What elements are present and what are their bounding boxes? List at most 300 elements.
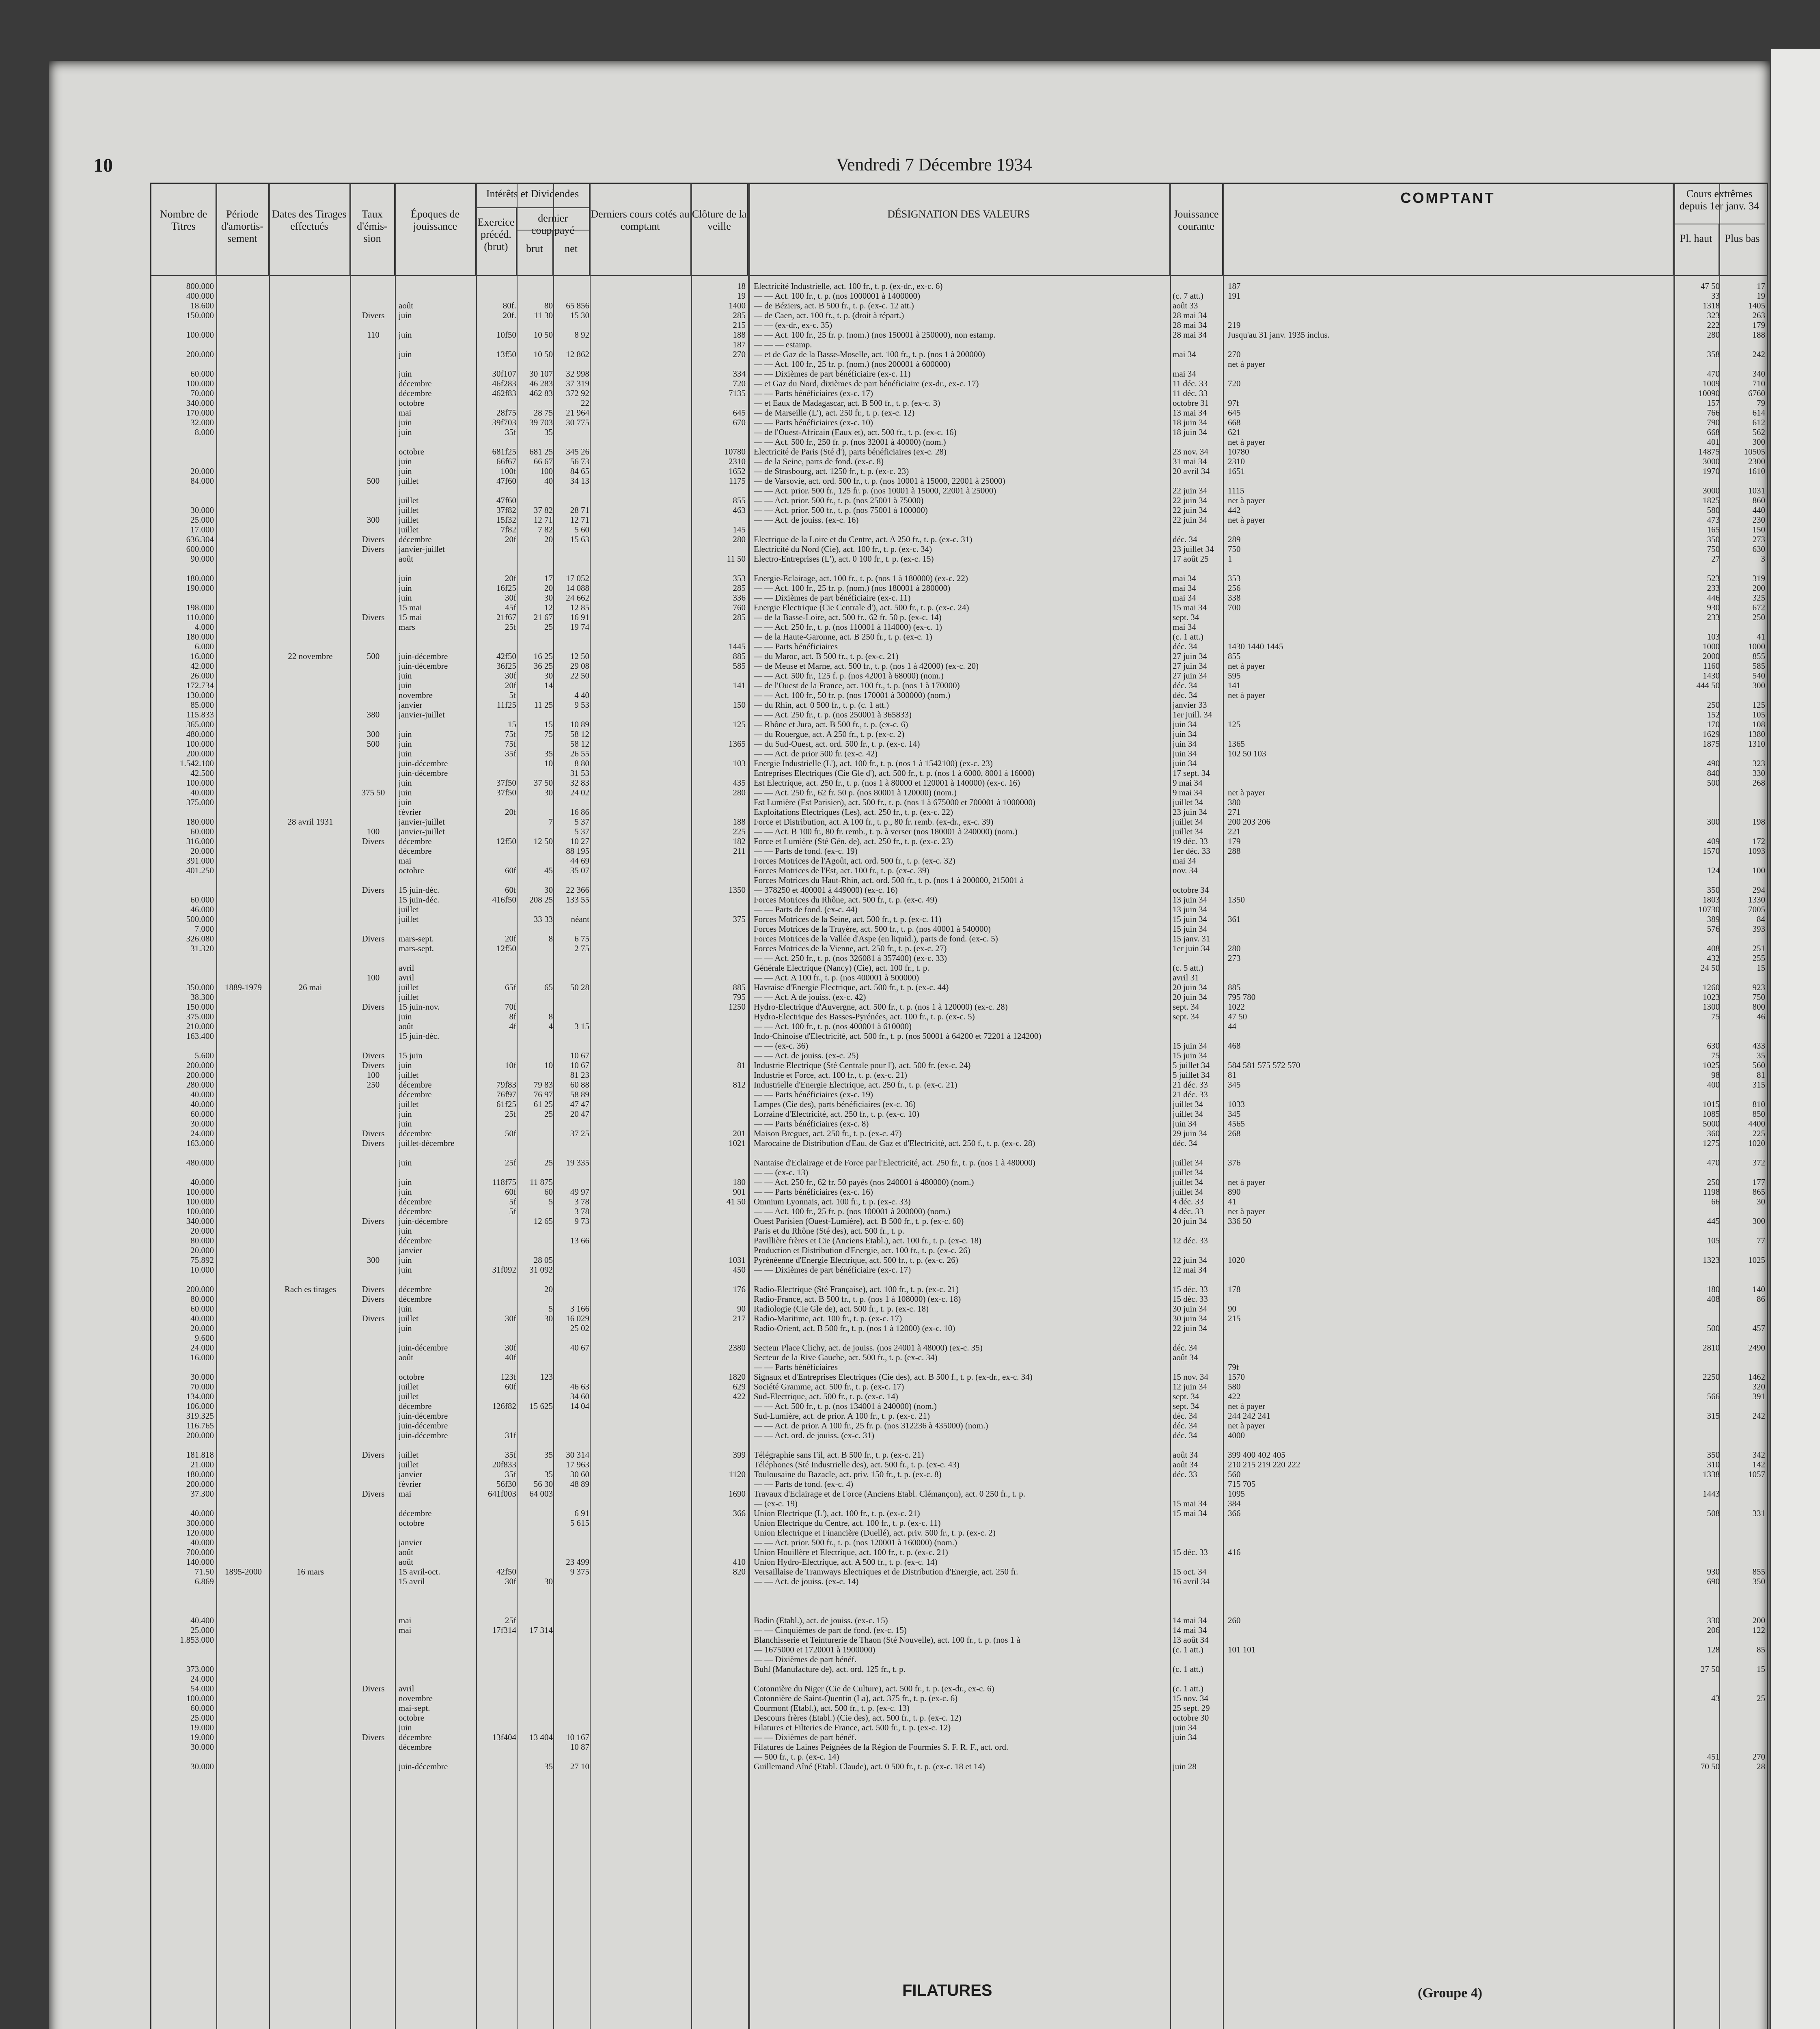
cell-br: 8: [548, 1012, 553, 1021]
cell-jo: (c. 1 att.): [1173, 1684, 1203, 1693]
cell-ep: juillet: [399, 505, 418, 515]
cell-jo: 21 déc. 33: [1173, 1090, 1208, 1099]
cell-b: 750: [1752, 992, 1765, 1002]
table-row: [153, 1158, 1764, 1167]
cell-jo: 17 sept. 34: [1173, 768, 1210, 778]
cell-ex: 30f107: [492, 369, 516, 379]
table-row: [153, 1167, 1764, 1177]
cell-ep: octobre: [399, 1713, 424, 1723]
cell-jo: juin 28: [1173, 1762, 1197, 1771]
cell-br: 30: [544, 1314, 553, 1323]
cell-ep: novembre: [399, 1693, 433, 1703]
table-row: [153, 1606, 1764, 1615]
cell-h: 1160: [1703, 661, 1720, 671]
cell-cl: 336: [733, 593, 746, 603]
cell-jo: 28 mai 34: [1173, 310, 1207, 320]
cell-ne: 60 88: [570, 1080, 589, 1090]
cell-n: 60.000: [190, 1304, 214, 1314]
cell-des: Force et Lumière (Sté Gén. de), act. 250 fr., t. p. (ex-c. 23): [754, 836, 953, 846]
cell-n: 4.000: [194, 622, 214, 632]
cell-jo: 20 juin 34: [1173, 982, 1208, 992]
cell-br: 66 67: [533, 457, 553, 466]
cell-b: 46: [1757, 1012, 1765, 1021]
cell-ne: 22 366: [566, 885, 589, 895]
cell-h: 103: [1707, 632, 1720, 642]
cell-jo: 13 mai 34: [1173, 408, 1207, 418]
cell-h: 750: [1707, 544, 1720, 554]
cell-h: 444 50: [1696, 681, 1720, 690]
cell-des: — 500 fr., t. p. (ex-c. 14): [754, 1752, 839, 1762]
cell-ne: 10 87: [570, 1742, 589, 1752]
cell-ne: 40 67: [570, 1343, 589, 1353]
cell-cl: 280: [733, 788, 746, 797]
table-row: [153, 797, 1764, 807]
table-row: [153, 1177, 1764, 1187]
cell-ex: 7f82: [500, 525, 516, 534]
table-row: [153, 1460, 1764, 1469]
cell-h: 350: [1707, 534, 1720, 544]
cell-n: 181.818: [186, 1450, 214, 1460]
cell-n: 40.400: [190, 1615, 214, 1625]
cell-des: Cotonnière du Niger (Cie de Culture), act. 500 fr., t. p. (ex-dr., ex-c. 6): [754, 1684, 994, 1693]
cell-ex: 100f: [500, 466, 516, 476]
cell-ex: 65f: [505, 982, 516, 992]
cell-h: 790: [1707, 418, 1720, 427]
cell-h: 27: [1711, 554, 1720, 564]
cell-n: 60.000: [190, 827, 214, 836]
cell-tx: Divers: [362, 1216, 385, 1226]
cell-br: 123: [540, 1372, 553, 1382]
table-row: [153, 768, 1764, 778]
cell-cl: 1365: [729, 739, 746, 749]
cell-n: 20.000: [190, 1226, 214, 1236]
cell-ep: août: [399, 1547, 414, 1557]
cell-h: 315: [1707, 1411, 1720, 1421]
cell-des: Lampes (Cie des), parts bénéficiaires (ex-c. 36): [754, 1099, 916, 1109]
cell-n: 75.892: [190, 1255, 214, 1265]
cell-b: 1020: [1748, 1138, 1765, 1148]
cell-n: 17.000: [190, 525, 214, 534]
cell-n: 800.000: [186, 281, 214, 291]
cell-ep: mai: [399, 1615, 412, 1625]
cell-co: 4565: [1228, 1119, 1245, 1129]
cell-n: 140.000: [186, 1557, 214, 1567]
cell-ep: juillet: [399, 1099, 418, 1109]
table-row: [153, 330, 1764, 340]
cell-cl: 435: [733, 778, 746, 788]
cell-ex: 30f: [505, 671, 516, 681]
table-row: [153, 427, 1764, 437]
table-row: [153, 1654, 1764, 1664]
cell-ne: 14 088: [566, 583, 589, 593]
cell-des: Générale Electrique (Nancy) (Cie), act. 100 fr., t. p.: [754, 963, 929, 973]
cell-ep: juin-décembre: [399, 1430, 448, 1440]
cell-des: Filatures et Filteries de France, act. 500 fr., t. p. (ex-c. 12): [754, 1723, 951, 1732]
cell-ep: décembre: [399, 846, 432, 856]
cell-h: 432: [1707, 953, 1720, 963]
cell-br: 28 05: [533, 1255, 553, 1265]
cell-jo: 15 oct. 34: [1173, 1567, 1207, 1577]
cell-ep: juin-décembre: [399, 1762, 448, 1771]
cell-co: net à payer: [1228, 690, 1266, 700]
table-row: [153, 846, 1764, 856]
cell-n: 18.600: [190, 301, 214, 310]
cell-ex: 13f404: [492, 1732, 516, 1742]
cell-des: Radio-Electrique (Sté Française), act. 100 fr., t. p. (ex-c. 21): [754, 1284, 959, 1294]
table-row: [153, 1742, 1764, 1752]
cell-b: 1025: [1748, 1255, 1765, 1265]
cell-ex: 50f: [505, 1129, 516, 1138]
cell-n: 32.000: [190, 418, 214, 427]
cell-jo: (c. 1 att.): [1173, 1645, 1203, 1654]
cell-ne: 34 13: [570, 476, 589, 486]
cell-ex: 30f: [505, 1343, 516, 1353]
cell-jo: déc. 34: [1173, 642, 1197, 651]
cell-br: 12 50: [533, 836, 553, 846]
cell-des: — — Act. 100 fr., t. p. (nos 400001 à 610000): [754, 1021, 912, 1031]
cell-cl: 2310: [729, 457, 746, 466]
cell-ep: juin: [399, 1109, 412, 1119]
cell-des: — — Act. 250 fr., t. p. (nos 110001 à 114000) (ex-c. 1): [754, 622, 942, 632]
cell-ne: 10 89: [570, 719, 589, 729]
cell-des: — — Act. 100 fr., 25 fr. p. (nom.) (nos 180001 à 280000): [754, 583, 951, 593]
cell-ep: juin: [399, 593, 412, 603]
cell-ex: 20f: [505, 807, 516, 817]
cell-ep: décembre: [399, 1197, 432, 1206]
table-row: [153, 486, 1764, 495]
cell-ne: 9 375: [570, 1567, 589, 1577]
table-row: [153, 749, 1764, 758]
cell-ep: juin: [399, 1304, 412, 1314]
cell-jo: sept. 34: [1173, 612, 1199, 622]
cell-jo: 12 déc. 33: [1173, 1236, 1208, 1245]
cell-co: net à payer: [1228, 1177, 1266, 1187]
cell-tx: Divers: [362, 1051, 385, 1060]
cell-n: 200.000: [186, 1060, 214, 1070]
cell-n: 30.000: [190, 505, 214, 515]
cell-des: — de la Haute-Garonne, act. B 250 fr., t. p. (ex-c. 1): [754, 632, 932, 642]
cell-n: 700.000: [186, 1547, 214, 1557]
cell-ne: 24 662: [566, 593, 589, 603]
cell-b: 35: [1757, 1051, 1765, 1060]
cell-ex: 20f: [505, 934, 516, 943]
cell-n: 90.000: [190, 554, 214, 564]
cell-ep: avril: [399, 1684, 414, 1693]
cell-ep: juin-décembre: [399, 1411, 448, 1421]
cell-jo: 15 nov. 34: [1173, 1372, 1208, 1382]
cell-ep: 15 juin-déc.: [399, 885, 440, 895]
cell-des: Sud-Electrique, act. 500 fr., t. p. (ex-c. 14): [754, 1391, 898, 1401]
cell-jo: déc. 34: [1173, 681, 1197, 690]
cell-n: 340.000: [186, 1216, 214, 1226]
cell-ex: 39f703: [492, 418, 516, 427]
cell-n: 120.000: [186, 1528, 214, 1538]
cell-des: — — Parts bénéficiaires (ex-c. 8): [754, 1119, 869, 1129]
cell-ne: 12 50: [570, 651, 589, 661]
cell-ex: 60f: [505, 1382, 516, 1391]
col-nombre-titres: Nombre de Titres: [151, 184, 216, 275]
cell-des: Paris et du Rhône (Sté des), act. 500 fr., t. p.: [754, 1226, 904, 1236]
cell-co: 384: [1228, 1499, 1241, 1508]
cell-des: — et Eaux de Madagascar, act. B 500 fr., t. p. (ex-c. 3): [754, 398, 940, 408]
table-row: [153, 301, 1764, 310]
table-row: [153, 1508, 1764, 1518]
cell-ep: mai: [399, 1625, 412, 1635]
cell-n: 163.000: [186, 1138, 214, 1148]
cell-ep: août: [399, 1021, 414, 1031]
cell-ne: 19 335: [566, 1158, 589, 1167]
cell-br: 33 33: [533, 914, 553, 924]
cell-h: 1875: [1703, 739, 1720, 749]
cell-h: 1015: [1703, 1099, 1720, 1109]
cell-h: 500: [1707, 1323, 1720, 1333]
cell-ex: 36f25: [496, 661, 516, 671]
cell-co: 442: [1228, 505, 1241, 515]
cell-b: 614: [1752, 408, 1765, 418]
cell-jo: 21 déc. 33: [1173, 1080, 1208, 1090]
cell-co: 289: [1228, 534, 1241, 544]
cell-dt: 16 mars: [296, 1567, 324, 1577]
cell-jo: octobre 30: [1173, 1713, 1209, 1723]
cell-ep: décembre: [399, 1129, 432, 1138]
cell-jo: 4 déc. 33: [1173, 1197, 1204, 1206]
cell-ep: juin: [399, 681, 412, 690]
cell-n: 6.869: [194, 1577, 214, 1586]
cell-tx: 100: [367, 973, 380, 982]
cell-ne: 3 166: [570, 1304, 589, 1314]
cell-n: 80.000: [190, 1294, 214, 1304]
table-row: [153, 1080, 1764, 1090]
cell-des: Electricité de Paris (Sté d'), parts bénéficiaires (ex-c. 28): [754, 447, 947, 457]
cell-br: 15: [544, 719, 553, 729]
cell-b: 323: [1752, 758, 1765, 768]
cell-jo: octobre 34: [1173, 885, 1209, 895]
cell-des: — de l'Ouest de la France, act. 100 fr., t. p. (nos 1 à 170000): [754, 681, 960, 690]
cell-co: 191: [1228, 291, 1241, 301]
cell-n: 106.000: [186, 1401, 214, 1411]
cell-jo: 17 août 25: [1173, 554, 1209, 564]
cell-b: 242: [1752, 1411, 1765, 1421]
cell-n: 54.000: [190, 1684, 214, 1693]
cell-h: 470: [1707, 1158, 1720, 1167]
cell-n: 25.000: [190, 1625, 214, 1635]
cell-b: 30: [1757, 1197, 1765, 1206]
cell-co: 399 400 402 405: [1228, 1450, 1285, 1460]
cell-ex: 25f: [505, 1109, 516, 1119]
cell-h: 14875: [1698, 447, 1720, 457]
cell-br: 10: [544, 758, 553, 768]
cell-jo: juillet 34: [1173, 1099, 1203, 1109]
cell-jo: 18 juin 34: [1173, 418, 1208, 427]
cell-n: 37.300: [190, 1489, 214, 1499]
table-row: [153, 291, 1764, 301]
cell-h: 70 50: [1700, 1762, 1720, 1771]
cell-h: 1629: [1703, 729, 1720, 739]
cell-ep: juin: [399, 1158, 412, 1167]
cell-jo: juin 34: [1173, 758, 1197, 768]
cell-ne: 12 71: [570, 515, 589, 525]
cell-br: 60: [544, 1187, 553, 1197]
cell-n: 200.000: [186, 349, 214, 359]
quotation-table: [150, 183, 1768, 2029]
cell-ex: 42f50: [496, 1567, 516, 1577]
table-row: [153, 651, 1764, 661]
cell-ne: 20 47: [570, 1109, 589, 1119]
cell-br: 20: [544, 534, 553, 544]
cell-tx: Divers: [362, 1002, 385, 1012]
cell-h: 3000: [1703, 486, 1720, 495]
cell-ne: 3 78: [574, 1206, 589, 1216]
cell-h: 409: [1707, 836, 1720, 846]
cell-n: 30.000: [190, 1762, 214, 1771]
cell-b: 179: [1752, 320, 1765, 330]
cell-des: Hydro-Electrique d'Auvergne, act. 500 fr., t. p. (nos 1 à 120000) (ex-c. 28): [754, 1002, 1008, 1012]
cell-h: 473: [1707, 515, 1720, 525]
cell-ne: 35 07: [570, 866, 589, 875]
table-row: [153, 1255, 1764, 1265]
cell-b: 850: [1752, 1109, 1765, 1119]
cell-des: — de Caen, act. 100 fr., t. p. (droit à répart.): [754, 310, 904, 320]
cell-tx: Divers: [362, 1294, 385, 1304]
cell-ne: 24 02: [570, 788, 589, 797]
cell-cl: 90: [737, 1304, 746, 1314]
cell-b: 242: [1752, 349, 1765, 359]
table-row: [153, 525, 1764, 534]
table-row: [153, 690, 1764, 700]
cell-tx: Divers: [362, 1684, 385, 1693]
cell-co: 41: [1228, 1197, 1236, 1206]
cell-des: — — Act. de jouiss. (ex-c. 16): [754, 515, 859, 525]
cell-br: 15 625: [529, 1401, 553, 1411]
cell-n: 60.000: [190, 895, 214, 905]
col-jouissance: Jouissance courante: [1170, 184, 1223, 275]
cell-ep: juin-décembre: [399, 758, 448, 768]
table-row: [153, 1109, 1764, 1119]
cell-h: 445: [1707, 1216, 1720, 1226]
cell-cl: 11 50: [727, 554, 746, 564]
cell-cl: 270: [733, 349, 746, 359]
cell-des: Radiologie (Cie Gle de), act. 500 fr., t. p. (ex-c. 18): [754, 1304, 929, 1314]
cell-br: 7: [548, 817, 553, 827]
table-row: [153, 1314, 1764, 1323]
cell-ep: mai-sept.: [399, 1703, 430, 1713]
cell-co: 366: [1228, 1508, 1241, 1518]
cell-cl: 422: [733, 1391, 746, 1401]
cell-ep: juin: [399, 1723, 412, 1732]
cell-cl: 1445: [729, 642, 746, 651]
cell-n: 172.734: [186, 681, 214, 690]
cell-b: 810: [1752, 1099, 1765, 1109]
cell-ex: 12f50: [496, 836, 516, 846]
cell-jo: juillet 34: [1173, 1177, 1203, 1187]
cell-des: — — Dixièmes de part bénéf.: [754, 1732, 857, 1742]
cell-des: — — Act. B 100 fr., 80 fr. remb., t. p. à verser (nos 180001 à 240000) (nom.): [754, 827, 1018, 836]
cell-h: 75: [1711, 1051, 1720, 1060]
cell-ep: juin: [399, 749, 412, 758]
cell-h: 1430: [1703, 671, 1720, 681]
cell-h: 5000: [1703, 1119, 1720, 1129]
cell-ep: janvier-juillet: [399, 827, 445, 836]
col-periode: Période d'amortis-sement: [216, 184, 269, 275]
table-row: [153, 1703, 1764, 1713]
cell-des: Sud-Lumière, act. de prior. A 100 fr., t. p. (ex-c. 21): [754, 1411, 930, 1421]
table-row: [153, 379, 1764, 388]
cell-h: 930: [1707, 603, 1720, 612]
cell-des: — — Act. 500 fr., 125 f. p. (nos 42001 à 68000) (nom.): [754, 671, 944, 681]
cell-br: 12: [544, 603, 553, 612]
cell-n: 100.000: [186, 1187, 214, 1197]
table-row: [153, 1752, 1764, 1762]
cell-ex: 60f: [505, 1187, 516, 1197]
cell-br: 7 82: [538, 525, 553, 534]
cell-jo: 13 juin 34: [1173, 895, 1208, 905]
cell-b: 177: [1752, 1177, 1765, 1187]
cell-h: 157: [1707, 398, 1720, 408]
cell-ep: juillet: [399, 1391, 418, 1401]
cell-ne: 29 08: [570, 661, 589, 671]
cell-h: 2250: [1703, 1372, 1720, 1382]
cell-b: 25: [1757, 1693, 1765, 1703]
cell-ex: 5f: [509, 690, 516, 700]
cell-ep: juin-décembre: [399, 1216, 448, 1226]
cell-cl: 215: [733, 320, 746, 330]
cell-jo: déc. 34: [1173, 1421, 1197, 1430]
table-row: [153, 1060, 1764, 1070]
cell-des: Forces Motrices de l'Agoût, act. ord. 500 fr., t. p. (ex-c. 32): [754, 856, 955, 866]
cell-cl: 1021: [729, 1138, 746, 1148]
cell-ep: décembre: [399, 1732, 432, 1742]
cell-br: 40: [544, 476, 553, 486]
cell-h: 408: [1707, 943, 1720, 953]
cell-cl: 19: [737, 291, 746, 301]
cell-ne: 30 775: [566, 418, 589, 427]
cell-ep: décembre: [399, 534, 432, 544]
col-cours-extremes: Cours extrêmes depuis 1er janv. 34: [1673, 184, 1765, 224]
cell-n: 180.000: [186, 632, 214, 642]
cell-des: — — Act. prior. 500 fr., t. p. (nos 75001 à 100000): [754, 505, 928, 515]
cell-ex: 31f092: [492, 1265, 516, 1275]
table-row: [153, 729, 1764, 739]
cell-co: 2310: [1228, 457, 1245, 466]
cell-n: 60.000: [190, 1703, 214, 1713]
cell-co: 10780: [1228, 447, 1249, 457]
table-row: [153, 1041, 1764, 1051]
cell-br: 25: [544, 1109, 553, 1119]
cell-b: 1000: [1748, 642, 1765, 651]
cell-cl: 1031: [729, 1255, 746, 1265]
cell-cl: 280: [733, 534, 746, 544]
cell-b: 540: [1752, 671, 1765, 681]
cell-co: 256: [1228, 583, 1241, 593]
cell-n: 100.000: [186, 1693, 214, 1703]
cell-ep: juin-décembre: [399, 1421, 448, 1430]
cell-ne: 15 30: [570, 310, 589, 320]
cell-co: 353: [1228, 573, 1241, 583]
cell-n: 40.000: [190, 1099, 214, 1109]
table-row: [153, 1596, 1764, 1606]
cell-br: 11 875: [530, 1177, 553, 1187]
cell-ne: 133 55: [566, 895, 589, 905]
cell-ex: 79f83: [496, 1080, 516, 1090]
cell-h: 27 50: [1700, 1664, 1720, 1674]
cell-tx: Divers: [362, 1450, 385, 1460]
cell-des: Union Hydro-Electrique, act. A 500 fr., t. p. (ex-c. 14): [754, 1557, 938, 1567]
cell-ne: 56 73: [570, 457, 589, 466]
cell-ne: 9 53: [574, 700, 589, 710]
cell-des: Forces Motrices du Rhône, act. 500 fr., t. p. (ex-c. 49): [754, 895, 937, 905]
cell-h: 47 50: [1700, 281, 1720, 291]
table-row: [153, 281, 1764, 291]
